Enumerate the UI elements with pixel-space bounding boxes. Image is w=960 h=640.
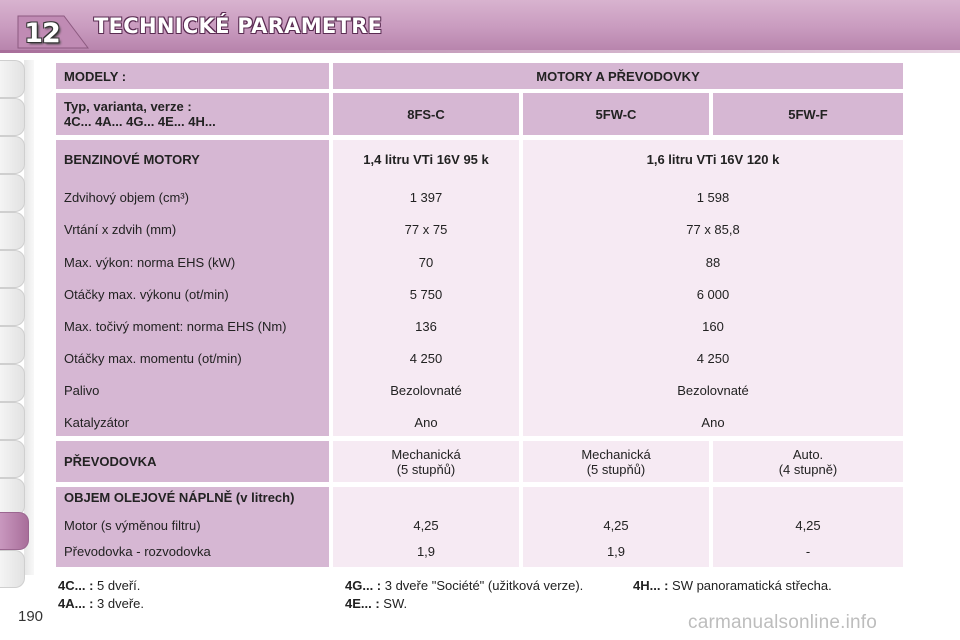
watermark: carmanualsonline.info [688, 612, 878, 633]
spec-value: 88 [705, 255, 721, 270]
variant-code: 5FW-C [523, 93, 709, 135]
oil-value: - [805, 544, 811, 559]
oil-value: 1,9 [416, 544, 436, 559]
engine-2-name: 1,6 litru VTi 16V 120 k [646, 152, 780, 167]
variant-label-line2: 4C... 4A... 4G... 4E... 4H... [64, 114, 216, 129]
note-text: 3 dveře. [93, 596, 144, 611]
gearbox-steps: (4 stupně) [778, 461, 838, 477]
spec-value: 1 397 [409, 190, 443, 205]
oil-value: 4,25 [413, 518, 439, 533]
spec-value: 5 750 [409, 287, 443, 302]
chapter-tab[interactable] [0, 478, 25, 516]
models-header: MODELY : [56, 63, 329, 89]
chapter-tab[interactable] [0, 250, 25, 288]
header-divider [0, 50, 960, 53]
note-text: 3 dveře "Société" (užitková verze). [381, 578, 584, 593]
page-number: 190 [18, 608, 44, 625]
chapter-tab[interactable] [0, 550, 25, 588]
chapter-tab[interactable] [0, 212, 25, 250]
note-4e [345, 595, 407, 613]
note-text: 5 dveří. [93, 578, 141, 593]
spec-value: 70 [418, 255, 434, 270]
gearbox-value [523, 441, 709, 482]
spec-value: Ano [701, 415, 725, 430]
oil-capacity-label: OBJEM OLEJOVÉ NÁPLNĚ (v litrech) [64, 490, 295, 505]
chapter-tab[interactable] [0, 440, 25, 478]
spec-value: 77 x 75 [404, 222, 448, 237]
spec-label: Zdvihový objem (cm³) [64, 190, 189, 205]
spec-label: Max. točivý moment: norma EHS (Nm) [64, 319, 287, 334]
gearbox-value [713, 441, 903, 482]
gearbox-label: PŘEVODOVKA [56, 441, 329, 482]
spec-label: Palivo [64, 383, 100, 398]
variant-code: 8FS-C [333, 93, 519, 135]
spec-value: 77 x 85,8 [686, 222, 740, 237]
spec-value: 6 000 [696, 287, 730, 302]
note-4c [58, 577, 140, 595]
oil-value: 4,25 [603, 518, 629, 533]
gearbox-value [333, 441, 519, 482]
spec-label: Otáčky max. výkonu (ot/min) [64, 287, 229, 302]
variant-code: 5FW-F [713, 93, 903, 135]
chapter-tabs [0, 60, 38, 580]
oil-value: 1,9 [606, 544, 626, 559]
gearbox-steps: (5 stupňů) [396, 461, 456, 477]
spec-value: 4 250 [696, 351, 730, 366]
chapter-tab-active[interactable] [0, 512, 29, 550]
chapter-tab[interactable] [0, 98, 25, 136]
note-key: 4H... : [633, 578, 669, 593]
chapter-tab[interactable] [0, 326, 25, 364]
chapter-tab[interactable] [0, 402, 25, 440]
oil-value: 4,25 [795, 518, 821, 533]
spec-value: Bezolovnaté [390, 383, 462, 398]
note-key: 4A... : [58, 596, 94, 611]
oil-row-label: Motor (s výměnou filtru) [64, 518, 201, 533]
chapter-badge [16, 12, 68, 52]
spec-value: 4 250 [409, 351, 443, 366]
note-text: SW panoramatická střecha. [668, 578, 832, 593]
variant-label-line1: Typ, varianta, verze : [64, 99, 192, 114]
note-text: SW. [379, 596, 408, 611]
engine-1-name: 1,4 litru VTi 16V 95 k [363, 152, 489, 167]
spec-value: Bezolovnaté [677, 383, 749, 398]
engines-gearboxes-header: MOTORY A PŘEVODOVKY [333, 63, 903, 89]
note-4h [633, 577, 832, 595]
chapter-tab[interactable] [0, 60, 25, 98]
chapter-number: 12 [24, 18, 60, 49]
spec-value: Ano [414, 415, 438, 430]
chapter-tab[interactable] [0, 174, 25, 212]
gearbox-type: Auto. [792, 446, 824, 462]
spec-label: Max. výkon: norma EHS (kW) [64, 255, 236, 270]
chapter-tab[interactable] [0, 288, 25, 326]
spec-label: Vrtání x zdvih (mm) [64, 222, 177, 237]
note-key: 4C... : [58, 578, 94, 593]
note-4a [58, 595, 144, 613]
spec-value: 160 [702, 319, 724, 334]
spec-label: Otáčky max. momentu (ot/min) [64, 351, 242, 366]
chapter-tab[interactable] [0, 364, 25, 402]
gearbox-steps: (5 stupňů) [586, 461, 646, 477]
engines-label: BENZINOVÉ MOTORY [64, 152, 200, 167]
note-key: 4G... : [345, 578, 382, 593]
gearbox-type: Mechanická [391, 446, 461, 462]
gearbox-type: Mechanická [581, 446, 651, 462]
spec-value: 1 598 [696, 190, 730, 205]
spec-value: 136 [415, 319, 437, 334]
page-title: TECHNICKÉ PARAMETRE [94, 14, 383, 38]
note-key: 4E... : [345, 596, 380, 611]
oil-row-label: Převodovka - rozvodovka [64, 544, 211, 559]
note-4g [345, 577, 583, 595]
chapter-tab[interactable] [0, 136, 25, 174]
spec-label: Katalyzátor [64, 415, 130, 430]
variant-label [56, 93, 329, 135]
